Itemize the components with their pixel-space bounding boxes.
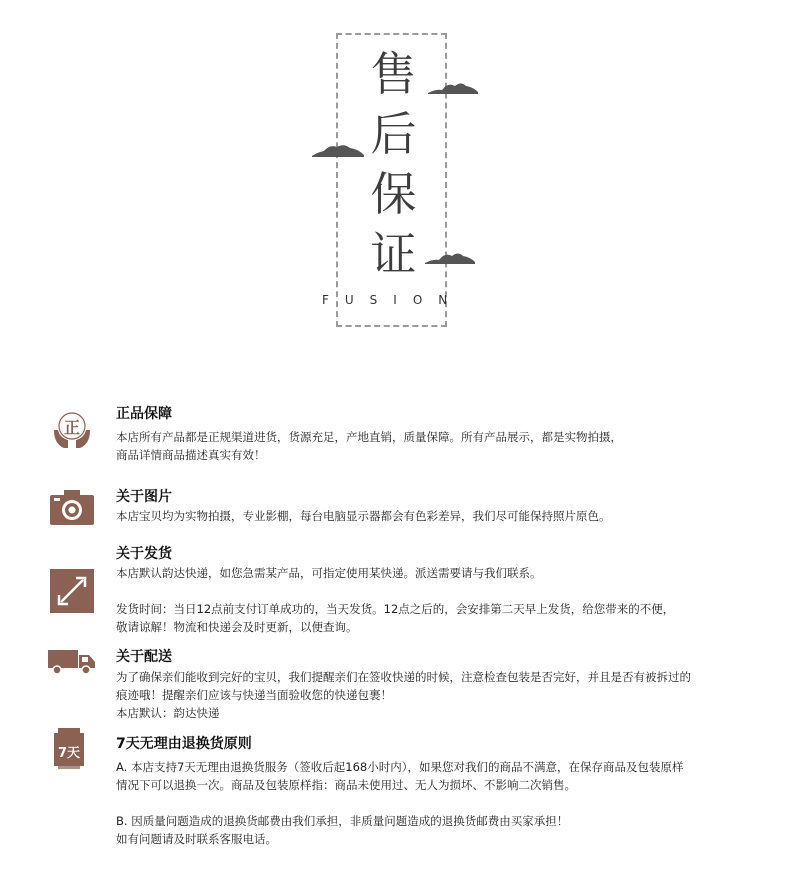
section-text: 发货时间：当日12点前支付订单成功的，当天发货。12点之后的，会安排第二天早上发货，给您带来的不便， xyxy=(116,602,675,616)
section-title: 关于配送 xyxy=(116,649,172,665)
truck-icon xyxy=(48,648,96,676)
ink-cloud-icon xyxy=(425,250,475,266)
section-title: 关于发货 xyxy=(116,546,172,562)
ink-cloud-icon xyxy=(428,80,478,96)
title-char-bao: 保 xyxy=(370,167,417,221)
section-title: 正品保障 xyxy=(116,406,172,422)
section-text: 为了确保亲们能收到完好的宝贝，我们提醒亲们在签收快递的时候，注意检查包装是否完好，并且是否有被拆过的 xyxy=(116,670,691,684)
section-text: 商品详情商品描述真实有效！ xyxy=(116,448,266,462)
zheng-glyph: 正 xyxy=(63,418,81,437)
seven-day-calendar-icon xyxy=(52,728,86,770)
section-text: 情况下可以退换一次。商品及包装原样指：商品未使用过、无人为损坏、不影响二次销售。 xyxy=(116,778,576,792)
camera-icon xyxy=(50,488,94,526)
section-text: 痕迹哦！提醒亲们应该与快递当面验收您的快递包裹！ xyxy=(116,688,392,702)
title-char-zheng: 证 xyxy=(370,227,417,281)
title-char-shou: 售 xyxy=(370,47,417,101)
section-text: 本店默认韵达快递，如您急需某产品，可指定使用某快递。派送需要请与我们联系。 xyxy=(116,566,542,580)
zheng-hands-icon xyxy=(50,408,94,454)
section-title: 7天无理由退换货原则 xyxy=(116,736,252,752)
section-text: 本店宝贝均为实物拍摄，专业影棚，每台电脑显示器都会有色彩差异，我们尽可能保持照片原色。 xyxy=(116,509,611,523)
title-char-hou: 后 xyxy=(370,107,417,161)
ink-cloud-icon xyxy=(312,142,364,158)
header-seal xyxy=(322,33,464,327)
section-text: 敬请谅解！物流和快递会及时更新，以便查询。 xyxy=(116,620,358,634)
brand-text: FUSION xyxy=(322,293,464,307)
section-text: 如有问题请及时联系客服电话。 xyxy=(116,832,277,846)
section-title: 关于图片 xyxy=(116,489,172,505)
section-text: B. 因质量问题造成的退换货邮费由我们承担，非质量问题造成的退换货邮费由买家承担！ xyxy=(116,814,569,828)
section-text: A. 本店支持7天无理由退换货服务（签收后起168小时内），如果您对我们的商品不满意，在保存商品及包装原样 xyxy=(116,760,684,774)
section-text: 本店所有产品都是正规渠道进货，货源充足，产地直销，质量保障。所有产品展示，都是实物拍摄， xyxy=(116,430,622,444)
section-text: 本店默认：韵达快递 xyxy=(116,706,220,720)
seven-day-glyph: 7天 xyxy=(57,746,81,761)
diagonal-arrow-icon xyxy=(50,569,94,613)
